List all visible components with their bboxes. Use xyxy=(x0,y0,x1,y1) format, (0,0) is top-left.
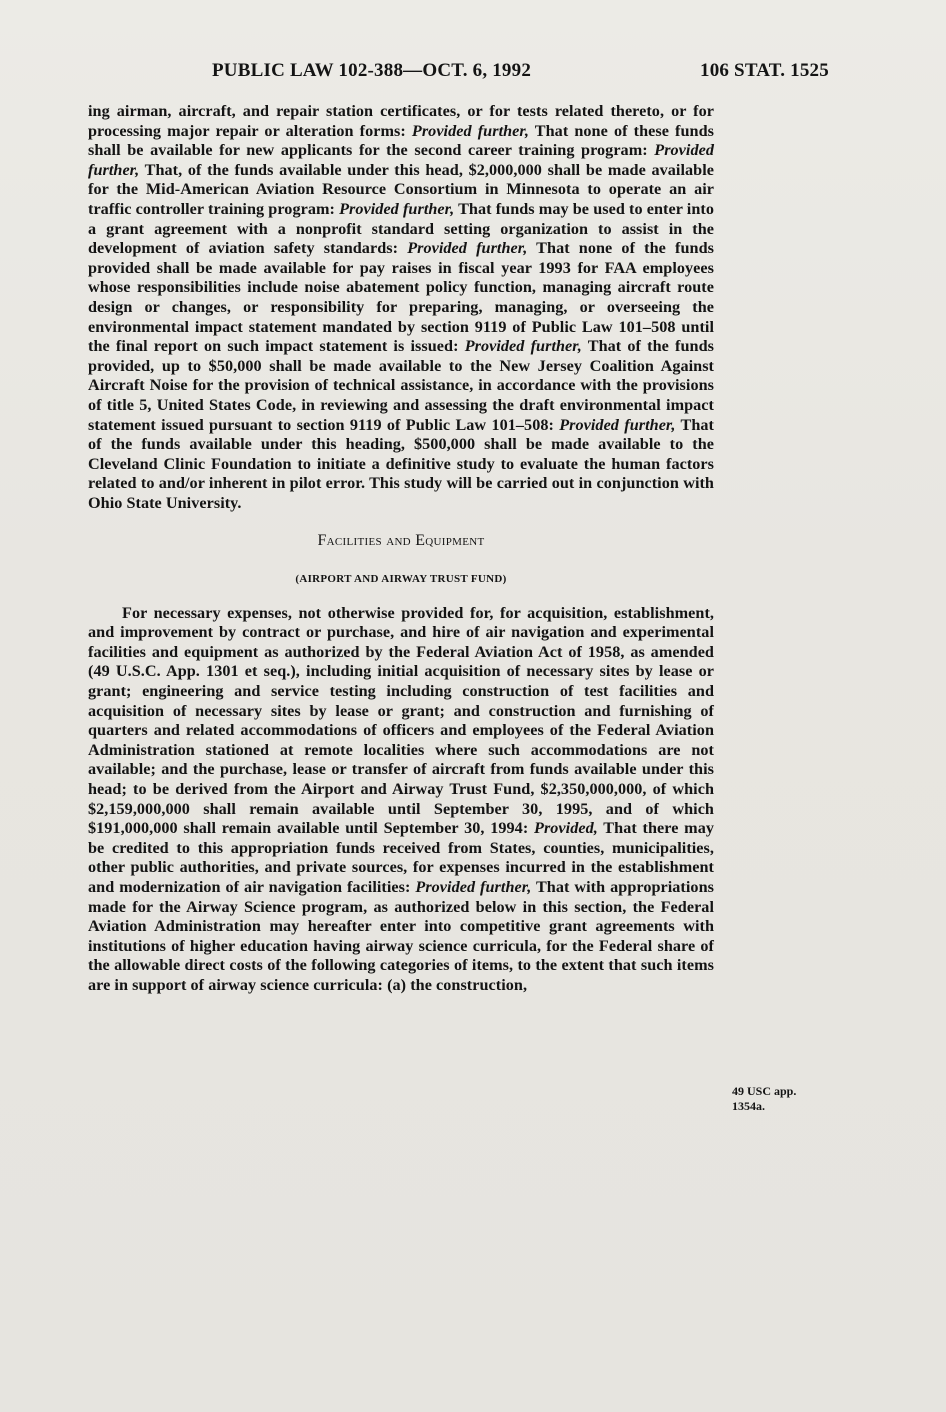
section-subheading: (AIRPORT AND AIRWAY TRUST FUND) xyxy=(295,573,507,586)
italic-span: Provided further, xyxy=(415,877,532,896)
italic-span: Provided further, xyxy=(339,199,455,218)
text-span: That none of these funds shall be available for new applicants for the second career training program: xyxy=(88,121,714,160)
text-span: That of the funds available under this heading, $500,000 shall be made available to the Cleveland Clinic Foundation to initiate a definitive study to evaluate the human factors related to and/or inherent in pilot error. This study will be carried out in conjunction with Ohio State University. xyxy=(88,415,714,512)
italic-span: Provided further, xyxy=(559,415,676,434)
text-span: That of the funds provided, up to $50,000 shall be made available to the New Jersey Coalition Against Aircraft Noise for the provision of technical assistance, in accordance with the provisions of title 5, United States Code, in reviewing and assessing the draft environmental impact statement issued pursuant to section 9119 of Public Law 101–508: xyxy=(88,337,714,434)
italic-span: Provided further, xyxy=(464,337,582,356)
text-span: That with appropriations made for the Airway Science program, as authorized below in this section, the Federal Aviation Administration may hereafter enter into competitive grant agreements with institutions of higher education having airway science curricula, for the Federal share of the allowable direct costs of the following categories of items, to the extent that such items are in support of airway science curricula: (a) the construction, xyxy=(88,877,714,994)
section-heading-text: Facilities and Equipment xyxy=(317,532,485,550)
paragraph-1 xyxy=(88,102,714,513)
text-span: For necessary expenses, not otherwise provided for, for acquisition, establishment, and improvement by contract or purchase, and hire of air navigation and experimental facilities and equipment as authorized by the Federal Aviation Act of 1958, as amended (49 U.S.C. App. 1301 et seq.), including initial acquisition of necessary sites by lease or grant; engineering and service testing including construction of test facilities and acquisition of necessary sites by lease or grant; and construction and furnishing of quarters and related accommodations of officers and employees of the Federal Aviation Administration stationed at remote localities where such accommodations are not available; and the purchase, lease or transfer of aircraft from funds available under this head; to be derived from the Airport and Airway Trust Fund, $2,350,000,000, of which $2,159,000,000 shall remain available until September 30, 1995, and of which $191,000,000 shall remain available until September 30, 1994: xyxy=(88,603,714,838)
text-span: ing airman, aircraft, and repair station certificates, or for tests related thereto, or for processing major repair or alteration forms: xyxy=(88,102,714,140)
italic-span: Provided further, xyxy=(407,239,528,258)
text-span: That there may be credited to this appropriation funds received from States, counties, municipalities, other public authorities, and private sources, for expenses incurred in the establishment and modernization of air navigation facilities: xyxy=(88,819,714,896)
paragraph-2 xyxy=(88,604,714,996)
page-header xyxy=(0,56,946,86)
section-heading xyxy=(88,531,714,552)
italic-span: Provided further, xyxy=(411,121,529,140)
body-text xyxy=(88,102,714,996)
margin-citation-line-1: 49 USC app. xyxy=(732,1084,797,1098)
margin-citation xyxy=(732,1084,832,1114)
italic-span: Provided, xyxy=(534,819,598,838)
header-title: PUBLIC LAW 102-388—OCT. 6, 1992 xyxy=(212,60,532,81)
italic-span: Provided further, xyxy=(88,141,714,179)
text-span: That, of the funds available under this head, $2,000,000 shall be made available for the Mid-American Aviation Resource Consortium in Minnesota to operate an air traffic controller training program: xyxy=(88,160,714,218)
text-span: That funds may be used to enter into a grant agreement with a nonprofit standard setting organization to assist in the development of aviation safety standards: xyxy=(88,199,714,258)
header-page-number: 106 STAT. 1525 xyxy=(700,60,829,81)
margin-citation-line-2: 1354a. xyxy=(732,1099,765,1113)
text-span: That none of the funds provided shall be made available for pay raises in fiscal year 1993 for FAA employees whose responsibilities include noise abatement policy function, managing aircraft route design or changes, or responsibility for preparing, managing, or overseeing the environmental impact statement mandated by section 9119 of Public Law 101–508 until the final report on such impact statement is issued: xyxy=(88,239,714,356)
